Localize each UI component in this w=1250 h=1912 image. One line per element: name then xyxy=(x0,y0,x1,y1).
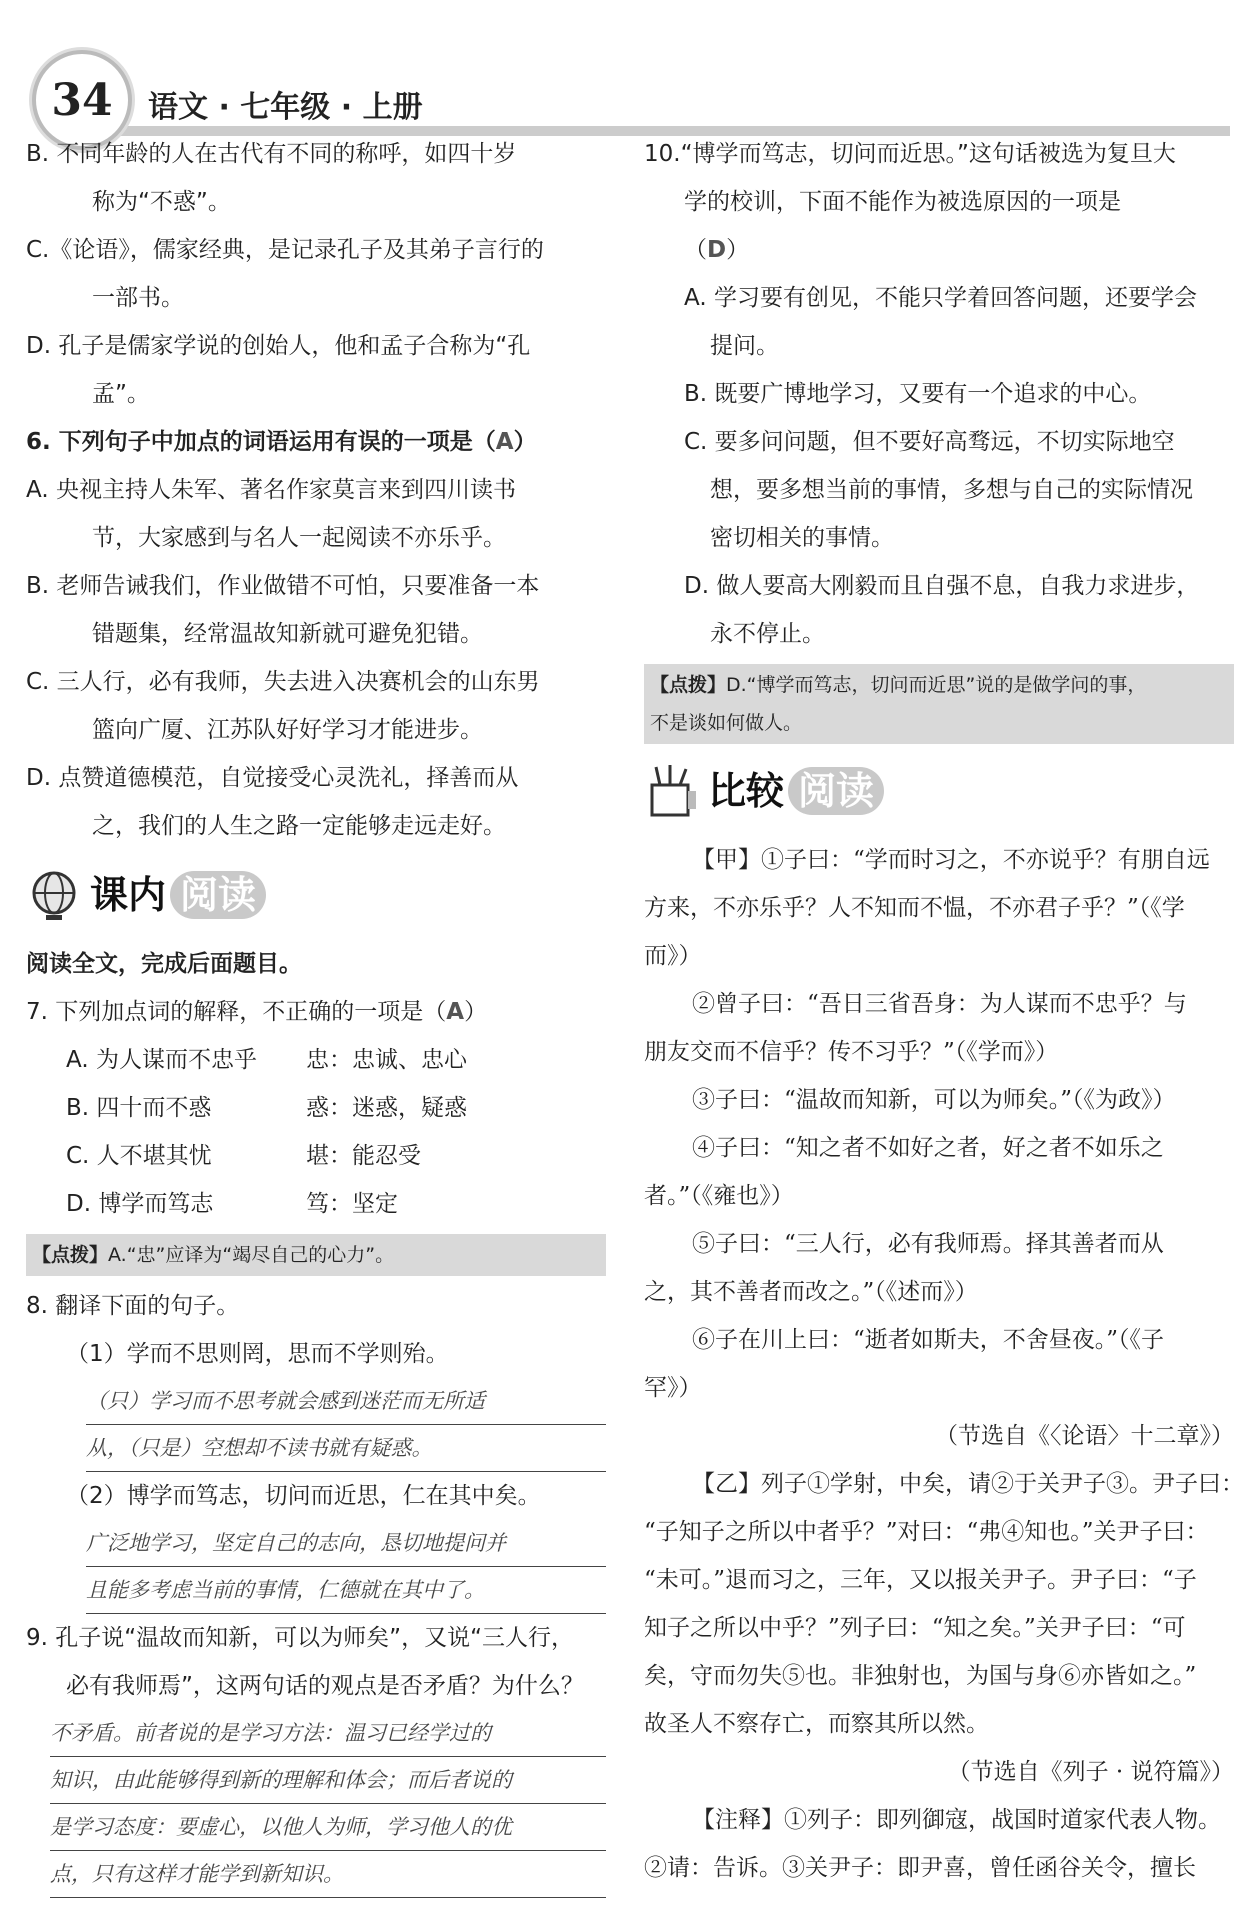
option-line: 想，要多想当前的事情，多想与自己的实际情况 xyxy=(710,477,1193,503)
tip-box: 【点拨】A.“忠”应译为“竭尽自己的心力”。 xyxy=(26,1234,606,1276)
option-line: D. 孔子是儒家学说的创始人，他和孟子合称为“孔 xyxy=(26,333,531,359)
option-line: B. 不同年龄的人在古代有不同的称呼，如四十岁 xyxy=(26,141,517,167)
passage-line: 知子之所以中乎？”列子曰：“知之矣。”关尹子曰：“可 xyxy=(644,1615,1186,1641)
question-6: 6. 下列句子中加点的词语运用有误的一项是（A） xyxy=(26,429,537,455)
handwritten-answer: 从，（只是）空想却不读书就有疑惑。 xyxy=(86,1425,606,1472)
handwritten-answer: 且能多考虑当前的事情，仁德就在其中了。 xyxy=(86,1567,606,1614)
passage-line: ④子曰：“知之者不如好之者，好之者不如乐之 xyxy=(692,1135,1164,1161)
option-line: B. 老师告诫我们，作业做错不可怕，只要准备一本 xyxy=(26,573,540,599)
question-10: 10.“博学而笃志，切问而近思。”这句话被选为复旦大 xyxy=(644,141,1176,167)
question-8-1: （1）学而不思则罔，思而不学则殆。 xyxy=(66,1341,449,1367)
option-line: C. 三人行，必有我师，失去进入决赛机会的山东男 xyxy=(26,669,540,695)
section-heading-bijiao xyxy=(644,750,1234,832)
answer-mark: D xyxy=(707,237,727,263)
option-line: A. 央视主持人朱军、著名作家莫言来到四川读书 xyxy=(26,477,516,503)
question-9: 必有我师焉”，这两句话的观点是否矛盾？为什么？ xyxy=(66,1673,584,1699)
passage-line: ⑥子在川上曰：“逝者如斯夫，不舍昼夜。”（《子 xyxy=(692,1327,1165,1353)
option-line: C.《论语》，儒家经典，是记录孔子及其弟子言行的 xyxy=(26,237,544,263)
pencil-cup-icon xyxy=(644,763,700,819)
question-7: 7. 下列加点词的解释，不正确的一项是（A） xyxy=(26,999,488,1025)
section-title: 课内 xyxy=(90,873,167,917)
option-line: A. 学习要有创见，不能只学着回答问题，还要学会 xyxy=(684,285,1197,311)
question-9: 9. 孔子说“温故而知新，可以为师矣”，又说“三人行， xyxy=(26,1625,575,1651)
section-title: 比较 xyxy=(708,769,785,813)
passage-line: ②曾子曰：“吾日三省吾身：为人谋而不忠乎？与 xyxy=(692,991,1187,1017)
option-line: 节，大家感到与名人一起阅读不亦乐乎。 xyxy=(92,525,506,551)
option-line: 密切相关的事情。 xyxy=(710,525,894,551)
passage-source: （节选自《〈论语〉十二章》） xyxy=(935,1423,1234,1449)
passage-line: “子知子之所以中者乎？”对曰：“弗④知也。”关尹子曰： xyxy=(644,1519,1209,1545)
option-line: 篮向广厦、江苏队好好学习才能进步。 xyxy=(92,717,483,743)
instruction: 阅读全文，完成后面题目。 xyxy=(26,951,302,977)
handwritten-answer: 广泛地学习，坚定自己的志向，恳切地提问并 xyxy=(86,1520,606,1567)
page-header xyxy=(20,20,1230,135)
option-line: C. 要多问问题，但不要好高骛远，不切实际地空 xyxy=(684,429,1175,455)
handwritten-answer: 点，只有这样才能学到新知识。 xyxy=(50,1851,606,1898)
page-number: 34 xyxy=(32,50,132,150)
option-line: B. 既要广博地学习，又要有一个追求的中心。 xyxy=(684,381,1152,407)
option-line: 孟”。 xyxy=(92,381,150,407)
passage-line: ③子曰：“温故而知新，可以为师矣。”（《为政》） xyxy=(692,1087,1176,1113)
handwritten-answer: 知识，由此能够得到新的理解和体会；而后者说的 xyxy=(50,1757,606,1804)
option-line: C. 人不堪其忧 堪：能忍受 xyxy=(66,1143,421,1169)
passage-line: 朋友交而不信乎？传不习乎？”（《学而》） xyxy=(644,1039,1059,1065)
handwritten-answer: 是学习态度：要虚心，以他人为师，学习他人的优 xyxy=(50,1804,606,1851)
option-line: 永不停止。 xyxy=(710,621,825,647)
handwritten-answer: （只）学习而不思考就会感到迷茫而无所适 xyxy=(86,1378,606,1425)
passage-line: 矣，守而勿失⑤也。非独射也，为国与身⑥亦皆如之。” xyxy=(644,1663,1197,1689)
option-line: 之，我们的人生之路一定能够走远走好。 xyxy=(92,813,506,839)
section-heading-kenei xyxy=(26,854,606,936)
question-10: 学的校训，下面不能作为被选原因的一项是 xyxy=(684,189,1121,215)
right-column xyxy=(644,130,1244,1892)
globe-icon xyxy=(26,867,82,923)
tip-box: 【点拨】D.“博学而笃志，切问而近思”说的是做学问的事， 不是谈如何做人。 xyxy=(644,664,1234,744)
option-line: 提问。 xyxy=(710,333,779,359)
option-line: 一部书。 xyxy=(92,285,184,311)
option-line: 称为“不惑”。 xyxy=(92,189,231,215)
passage-line: 【甲】①子曰：“学而时习之，不亦说乎？有朋自远 xyxy=(692,847,1210,873)
option-line: B. 四十而不惑 惑：迷惑，疑惑 xyxy=(66,1095,467,1121)
passage-source: （节选自《列子 · 说符篇》） xyxy=(947,1759,1234,1785)
left-column xyxy=(26,130,606,1898)
notes-line: 【注释】①列子：即列御寇，战国时道家代表人物。 xyxy=(692,1807,1221,1833)
passage-line: 故圣人不察存亡，而察其所以然。 xyxy=(644,1711,989,1737)
option-line: D. 做人要高大刚毅而且自强不息，自我力求进步， xyxy=(684,573,1200,599)
question-8: 8. 翻译下面的句子。 xyxy=(26,1293,240,1319)
passage-line: “未可。”退而习之，三年，又以报关尹子。尹子曰：“子 xyxy=(644,1567,1197,1593)
passage-line: ⑤子曰：“三人行，必有我师焉。择其善者而从 xyxy=(692,1231,1164,1257)
passage-line: 罕》） xyxy=(644,1375,702,1401)
section-title-badge: 阅读 xyxy=(788,767,884,815)
option-line: 错题集，经常温故知新就可避免犯错。 xyxy=(92,621,483,647)
passage-line: 【乙】列子①学射，中矣，请②于关尹子③。尹子曰： xyxy=(692,1471,1244,1497)
passage-line: 方来，不亦乐乎？人不知而不愠，不亦君子乎？”（《学 xyxy=(644,895,1185,921)
answer-mark: A xyxy=(446,999,465,1025)
section-title-badge: 阅读 xyxy=(170,871,266,919)
passage-line: 者。”（《雍也》） xyxy=(644,1183,794,1209)
notes-line: ②请：告诉。③关尹子：即尹喜，曾任函谷关令，擅长 xyxy=(644,1855,1196,1881)
handwritten-answer: 不矛盾。前者说的是学习方法：温习已经学过的 xyxy=(50,1710,606,1757)
question-10-answer: （D） xyxy=(684,237,750,263)
option-line: D. 博学而笃志 笃：坚定 xyxy=(66,1191,398,1217)
passage-line: 之，其不善者而改之。”（《述而》） xyxy=(644,1279,978,1305)
option-line: A. 为人谋而不忠乎 忠：忠诚、忠心 xyxy=(66,1047,467,1073)
book-title: 语文 · 七年级 · 上册 xyxy=(148,90,423,125)
passage-line: 而》） xyxy=(644,943,702,969)
option-line: D. 点赞道德模范，自觉接受心灵洗礼，择善而从 xyxy=(26,765,519,791)
answer-mark: A xyxy=(495,429,514,455)
question-8-2: （2）博学而笃志，切问而近思，仁在其中矣。 xyxy=(66,1483,541,1509)
